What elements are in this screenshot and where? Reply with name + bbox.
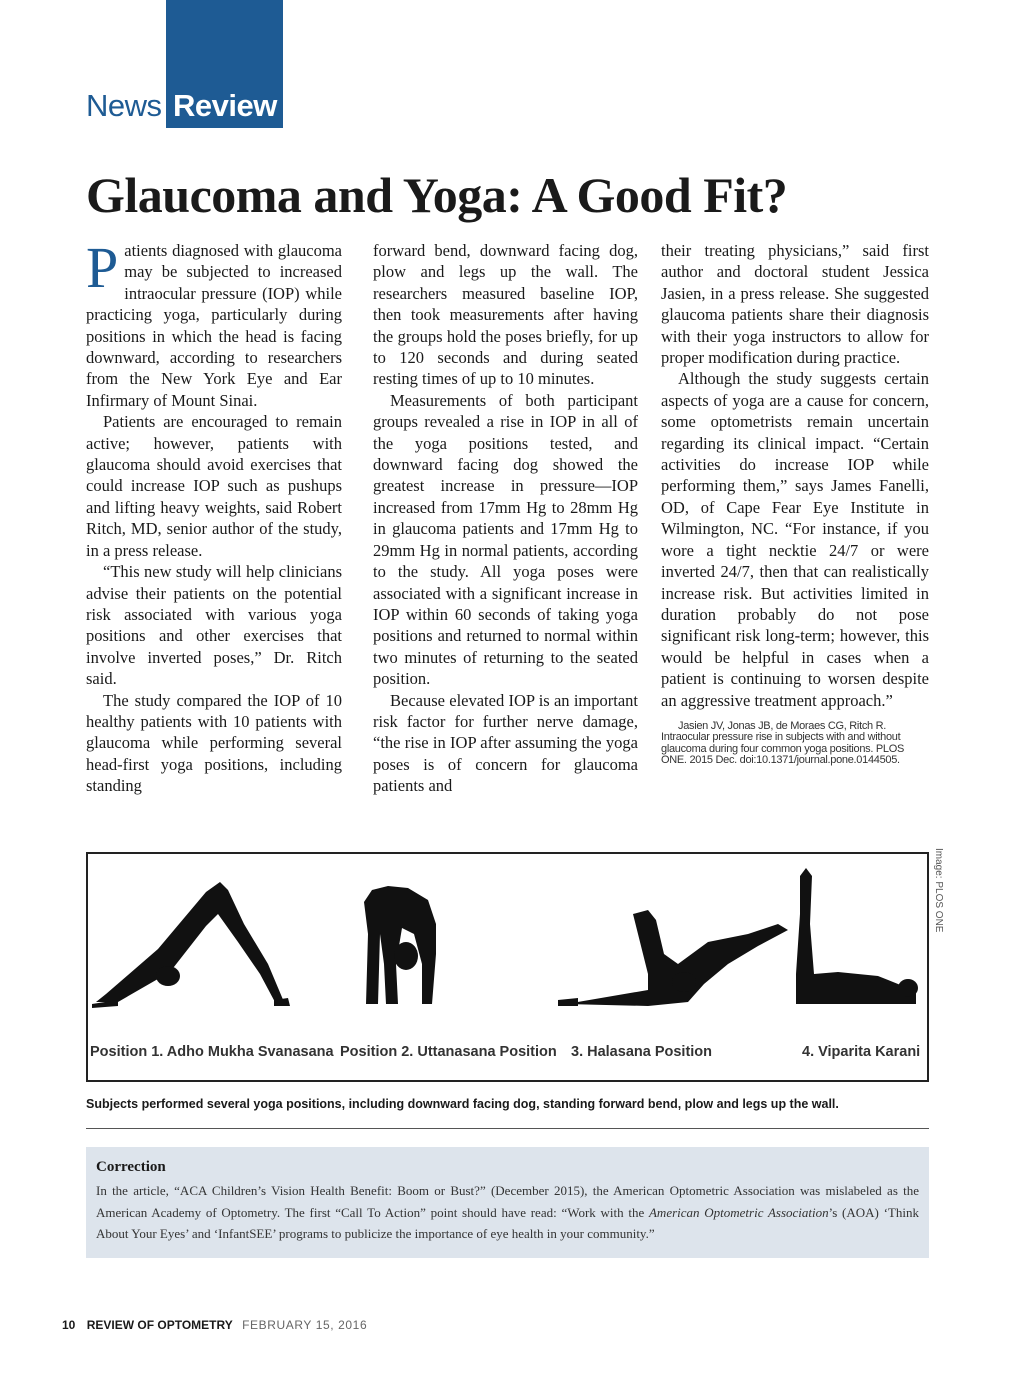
- position-label-2: Position 2. Uttanasana Position: [340, 1044, 557, 1060]
- article-column-3: [661, 240, 929, 767]
- paragraph: forward bend, downward facing dog, plow and legs up the wall. The researchers measured baseline IOP, then took measurements after having the groups hold the poses briefly, for up to 120 seconds and during seated resting times of up to 10 minutes.: [373, 241, 638, 389]
- drop-cap: P: [86, 235, 119, 300]
- paragraph: their treating physicians,” said first author and doctoral student Jessica Jasien, in a press release. She suggested glaucoma patients share their diagnosis with their yoga instructors to allow for proper modification during practice.: [661, 241, 929, 368]
- paragraph: Because elevated IOP is an important risk factor for further nerve damage, “the rise in IOP after assuming the yoga poses is of concern for glaucoma patients and: [373, 690, 638, 796]
- article-column-1: [86, 235, 342, 797]
- citation: Jasien JV, Jonas JB, de Moraes CG, Ritch R. Intraocular pressure rise in subjects with and without glaucoma during four common yoga positions. PLOS ONE. 2015 Dec. doi:10.1371/journal.pone.0144505.: [661, 719, 905, 767]
- article-column-2: [373, 240, 638, 797]
- magazine-name: REVIEW OF OPTOMETRY: [86, 1318, 233, 1332]
- section-label-news: News: [86, 88, 162, 123]
- plow-silhouette: [558, 910, 788, 1006]
- page-number: 10: [62, 1318, 76, 1332]
- paragraph: “This new study will help clinicians advise their patients on the potential risk associated with various yoga positions and other exercises that involve inverted poses,” Dr. Ritch said.: [86, 562, 342, 689]
- correction-box: [86, 1147, 929, 1258]
- image-credit: Image: PLOS ONE: [933, 848, 944, 933]
- position-label-1: Position 1. Adho Mukha Svanasana: [90, 1044, 334, 1060]
- paragraph: Patients diagnosed with glaucoma may be subjected to increased intraocular pressure (IOP) while practicing yoga, particularly during positions in which the head is facing downward, according to researchers from the New York Eye and Ear Infirmary of Mount Sinai.: [86, 235, 342, 410]
- correction-text: In the article, “ACA Children’s Vision Health Benefit: Boom or Bust?” (December 2015), the American Optometric Association was mislabeled as the American Academy of Optometry. The first “Call To Action” point should have read: “Work with the American Optometric Association’s (AOA) ‘Think About Your Eyes’ and ‘InfantSEE’ programs to publicize the importance of eye health in your community.”: [96, 1183, 919, 1241]
- divider: [86, 1128, 929, 1129]
- position-label-3: 3. Halasana Position: [571, 1044, 713, 1060]
- paragraph: Measurements of both participant groups revealed a rise in IOP in all of the yoga positions tested, and downward facing dog showed the greatest increase in pressure—IOP increased from 17mm Hg to 28mm Hg in glaucoma patients and 17mm Hg to 29mm Hg in normal patients, according to the study. All yoga poses were associated with a significant increase in IOP within 60 seconds of taking yoga positions and returned to normal within two minutes of returning to the seated position.: [373, 390, 638, 689]
- paragraph: Patients are encouraged to remain active; however, patients with glaucoma should avoid exercises that could increase IOP such as pushups and lifting heavy weights, said Robert Ritch, MD, senior author of the study, in a press release.: [86, 412, 342, 560]
- yoga-figure: [86, 852, 929, 1082]
- issue-date: FEBRUARY 15, 2016: [242, 1318, 368, 1332]
- legs-up-silhouette: [796, 868, 918, 1004]
- correction-title: Correction: [96, 1159, 166, 1175]
- paragraph: Although the study suggests certain aspects of yoga are a cause for concern, some optometrists remain uncertain regarding its clinical impact. “Certain activities do increase IOP while performing them,” says James Fanelli, OD, of Cape Fear Eye Institute in Wilmington, NC. “For instance, if you wore a tight necktie 24/7 or were inverted 24/7, then that can realistically increase risk. But activities limited in duration probably do not pose significant risk long-term; however, this would be helpful in cases when a patient is continuing to worsen despite an aggressive treatment approach.”: [661, 369, 929, 710]
- section-label-review: Review: [173, 88, 277, 123]
- figure-caption: Subjects performed several yoga positions, including downward facing dog, standing forward bend, plow and legs up the wall.: [86, 1097, 839, 1111]
- downward-dog-silhouette: [92, 882, 290, 1008]
- position-label-4: 4. Viparita Karani: [802, 1044, 921, 1060]
- article-title: Glaucoma and Yoga: A Good Fit?: [86, 167, 788, 223]
- paragraph: The study compared the IOP of 10 healthy patients with 10 patients with glaucoma while performing several head-first yoga positions, including standing: [86, 690, 342, 796]
- page-footer: [62, 1318, 367, 1332]
- forward-bend-silhouette: [364, 886, 436, 1004]
